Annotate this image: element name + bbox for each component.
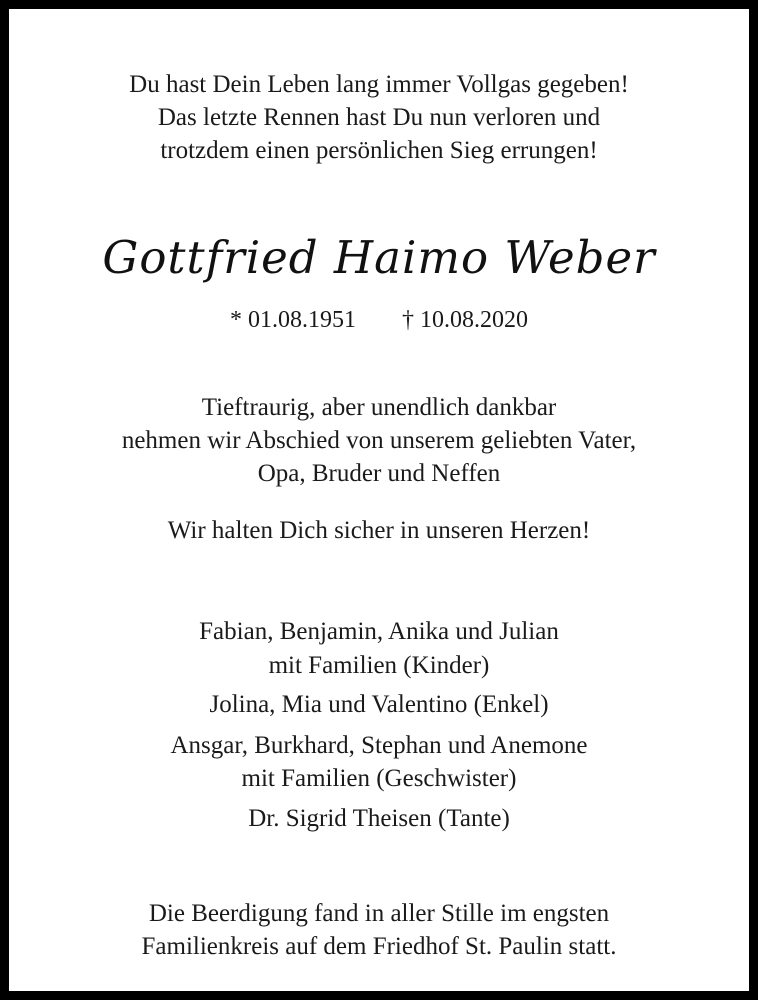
death-date: † 10.08.2020 bbox=[402, 307, 528, 333]
deceased-name: Gottfried Haimo Weber bbox=[102, 231, 656, 284]
funeral-line-2: Familienkreis auf dem Friedhof St. Paulin statt. bbox=[141, 933, 617, 960]
mourners-children-line-2: mit Familien (Kinder) bbox=[268, 652, 490, 679]
mourners-grandchildren: Jolina, Mia und Valentino (Enkel) bbox=[209, 691, 549, 718]
farewell-line-1: Tieftraurig, aber unendlich dankbar bbox=[201, 394, 557, 421]
life-dates bbox=[18, 305, 740, 335]
mourners-aunt: Dr. Sigrid Theisen (Tante) bbox=[248, 805, 510, 832]
motto-line-1: Du hast Dein Leben lang immer Vollgas gegeben! bbox=[129, 71, 629, 98]
birth-date: * 01.08.1951 bbox=[230, 307, 356, 333]
motto-line-3: trotzdem einen persönlichen Sieg errungen! bbox=[160, 137, 598, 164]
obituary-content bbox=[18, 18, 740, 982]
mourners-siblings-line-2: mit Familien (Geschwister) bbox=[241, 765, 517, 792]
motto-line-2: Das letzte Rennen hast Du nun verloren und bbox=[157, 104, 601, 131]
mourners-siblings-line-1: Ansgar, Burkhard, Stephan und Anemone bbox=[170, 732, 588, 759]
mourners-children-line-1: Fabian, Benjamin, Anika und Julian bbox=[199, 618, 559, 645]
farewell-line-3: Opa, Bruder und Neffen bbox=[257, 460, 501, 487]
farewell-closing: Wir halten Dich sicher in unseren Herzen! bbox=[167, 517, 591, 544]
farewell-line-2: nehmen wir Abschied von unserem geliebten Vater, bbox=[121, 427, 637, 454]
funeral-line-1: Die Beerdigung fand in aller Stille im engsten bbox=[148, 900, 610, 927]
